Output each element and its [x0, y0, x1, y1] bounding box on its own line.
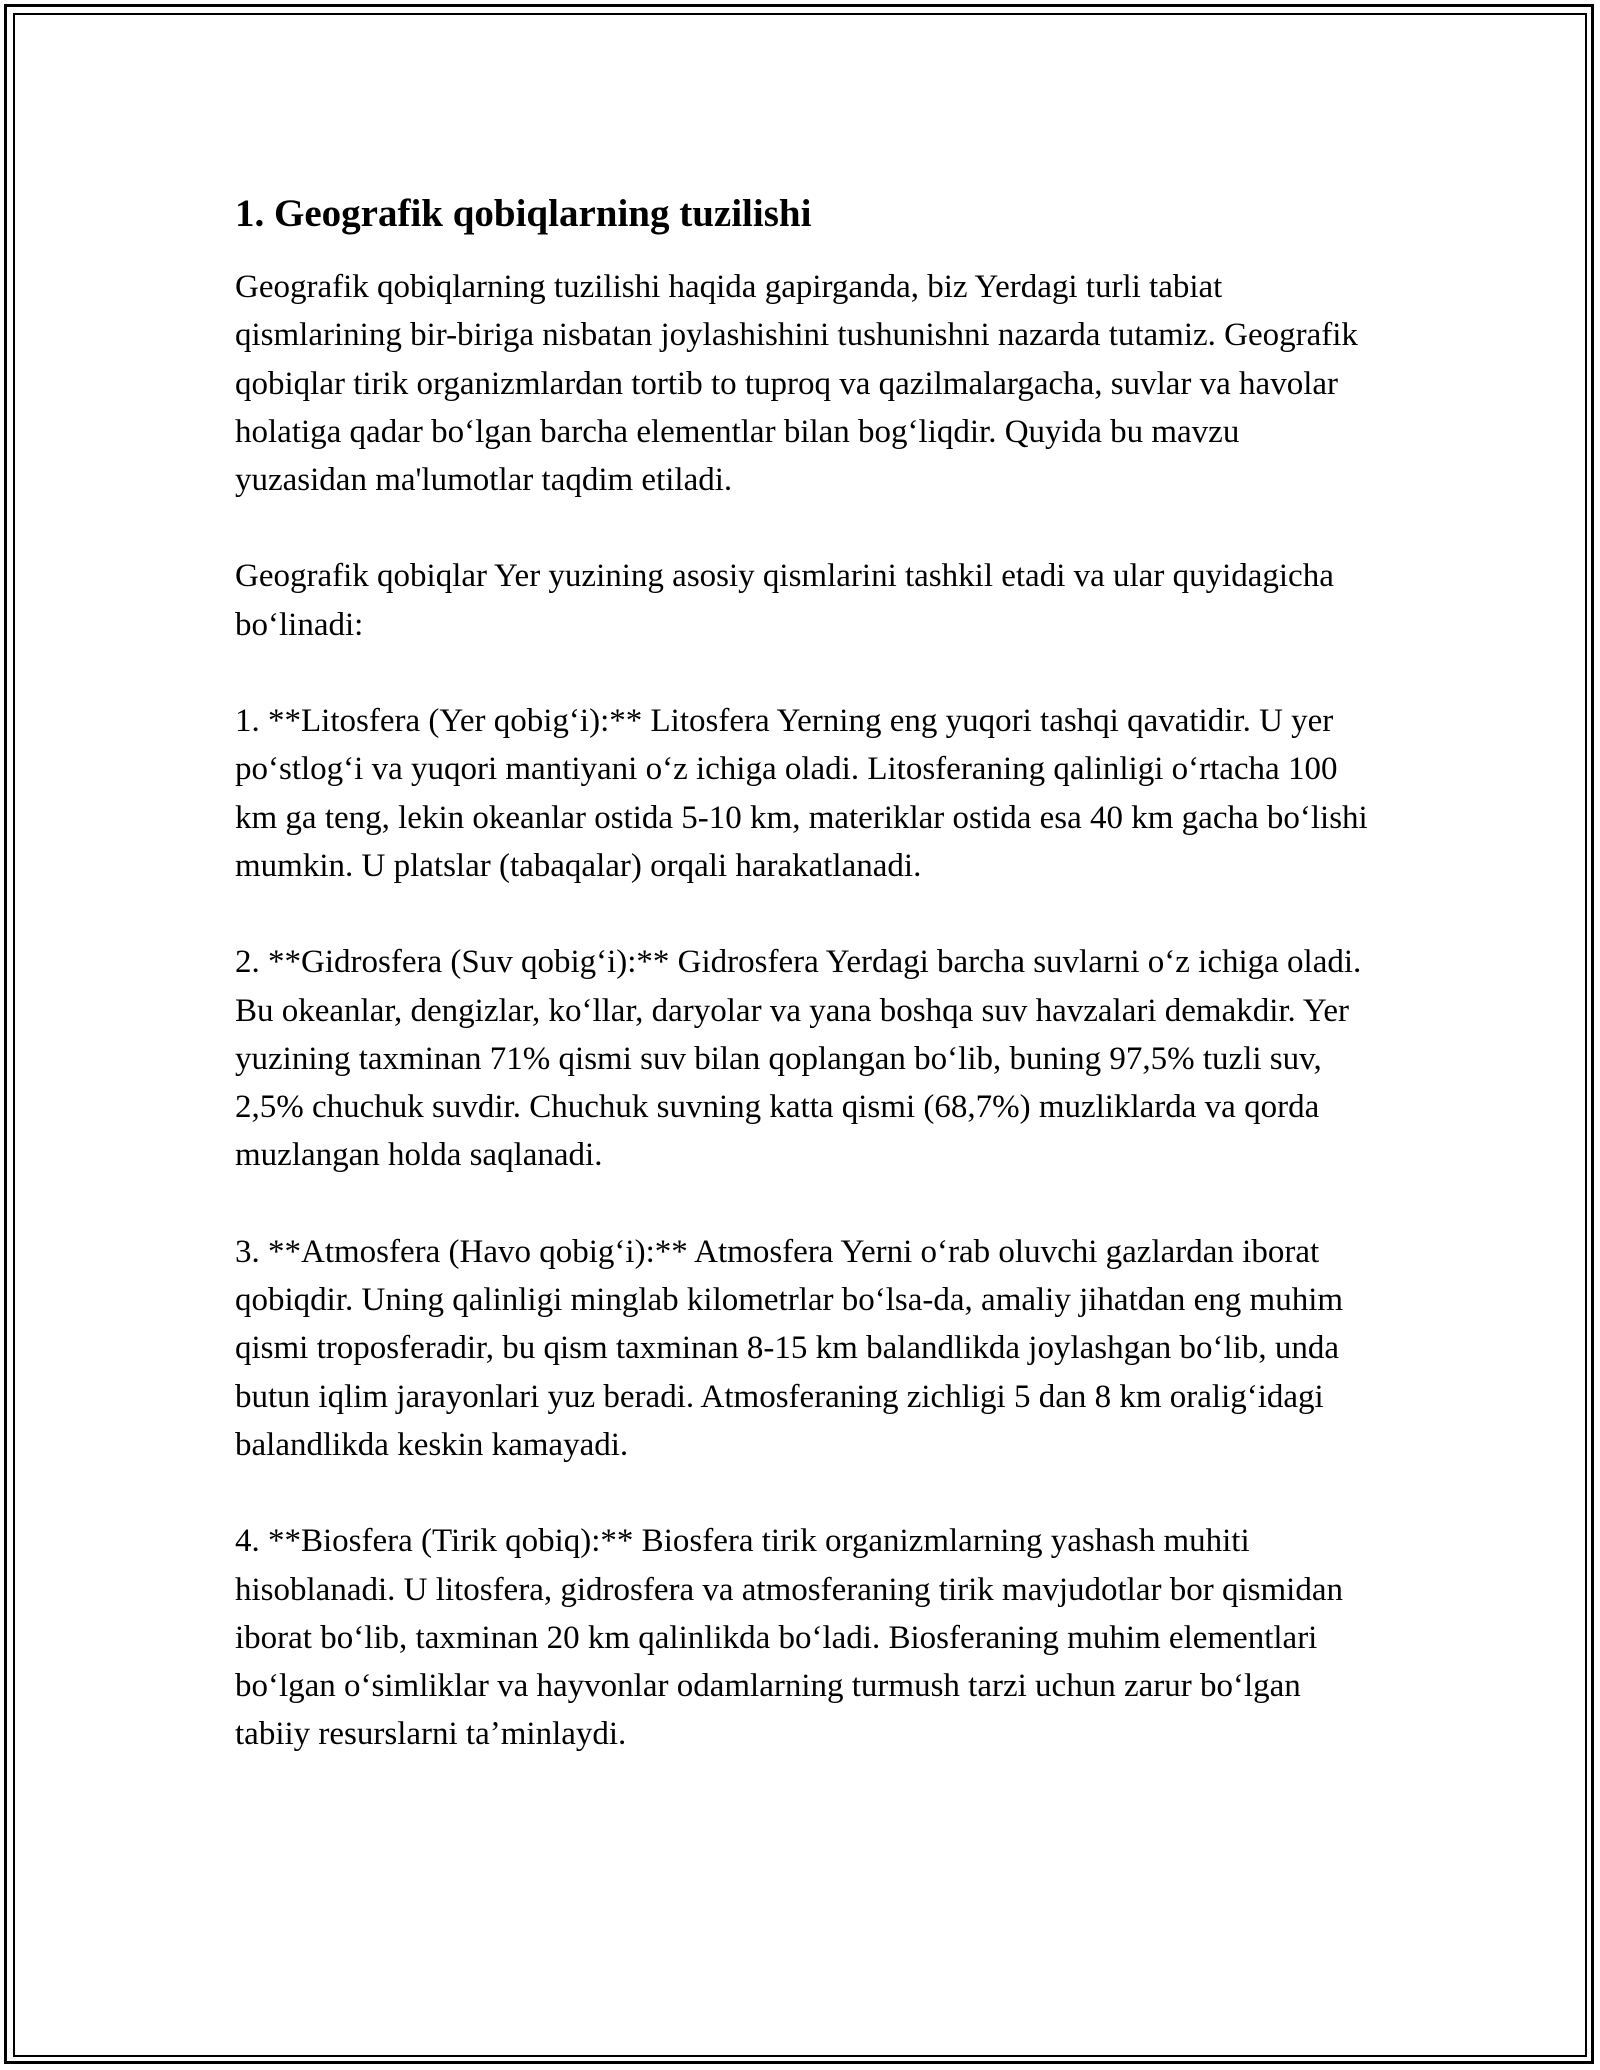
litosfera-paragraph: 1. **Litosfera (Yer qobigʻi):** Litosfera Yerning eng yuqori tashqi qavatidir. U yer poʻstlogʻi va yuqori mantiyani oʻz ichiga oladi. Litosferaning qalinligi oʻrtacha 100 km ga teng, lekin okeanlar ostida 5-10 km, materiklar ostida esa 40 km gacha boʻlishi mumkin. U platslar (tabaqalar) orqali harakatlanadi. [235, 703, 1368, 884]
gidrosfera-paragraph: 2. **Gidrosfera (Suv qobigʻi):** Gidrosfera Yerdagi barcha suvlarni oʻz ichiga oladi. Bu okeanlar, dengizlar, koʻllar, daryolar va yana boshqa suv havzalari demakdir. Yer yuzining taxminan 71% qismi suv bilan qoplangan boʻlib, buning 97,5% tuzli suv, 2,5% chuchuk suvdir. Chuchuk suvning katta qismi (68,7%) muzliklarda va qorda muzlangan holda saqlanadi. [235, 944, 1362, 1174]
intro-paragraph: Geografik qobiqlarning tuzilishi haqida gapirganda, biz Yerdagi turli tabiat qismlarining bir-biriga nisbatan joylashishini tushunishni nazarda tutamiz. Geografik qobiqlar tirik organizmlardan tortib to tuproq va qazilmalargacha, suvlar va havolar holatiga qadar boʻlgan barcha elementlar bilan bogʻliqdir. Quyida bu mavzu yuzasidan ma'lumotlar taqdim etiladi. [235, 269, 1358, 499]
overview-paragraph: Geografik qobiqlar Yer yuzining asosiy qismlarini tashkil etadi va ular quyidagicha boʻlinadi: [235, 558, 1334, 643]
biosfera-paragraph: 4. **Biosfera (Tirik qobiq):** Biosfera tirik organizmlarning yashash muhiti hisoblanadi. U litosfera, gidrosfera va atmosferaning tirik mavjudotlar bor qismidan iborat boʻlib, taxminan 20 km qalinlikda boʻladi. Biosferaning muhim elementlari boʻlgan oʻsimliklar va hayvonlar odamlarning turmush tarzi uchun zarur boʻlgan tabiiy resurslarni taʼminlaydi. [235, 1523, 1343, 1753]
atmosfera-paragraph: 3. **Atmosfera (Havo qobigʻi):** Atmosfera Yerni oʻrab oluvchi gazlardan iborat qobiqdir. Uning qalinligi minglab kilometrlar boʻlsa-da, amaliy jihatdan eng muhim qismi troposferadir, bu qism taxminan 8-15 km balandlikda joylashgan boʻlib, unda butun iqlim jarayonlari yuz beradi. Atmosferaning zichligi 5 dan 8 km oraligʻidagi balandlikda keskin kamayadi. [235, 1233, 1344, 1463]
document-content [235, 188, 1375, 1807]
section-heading: 1. Geografik qobiqlarning tuzilishi [235, 192, 812, 235]
